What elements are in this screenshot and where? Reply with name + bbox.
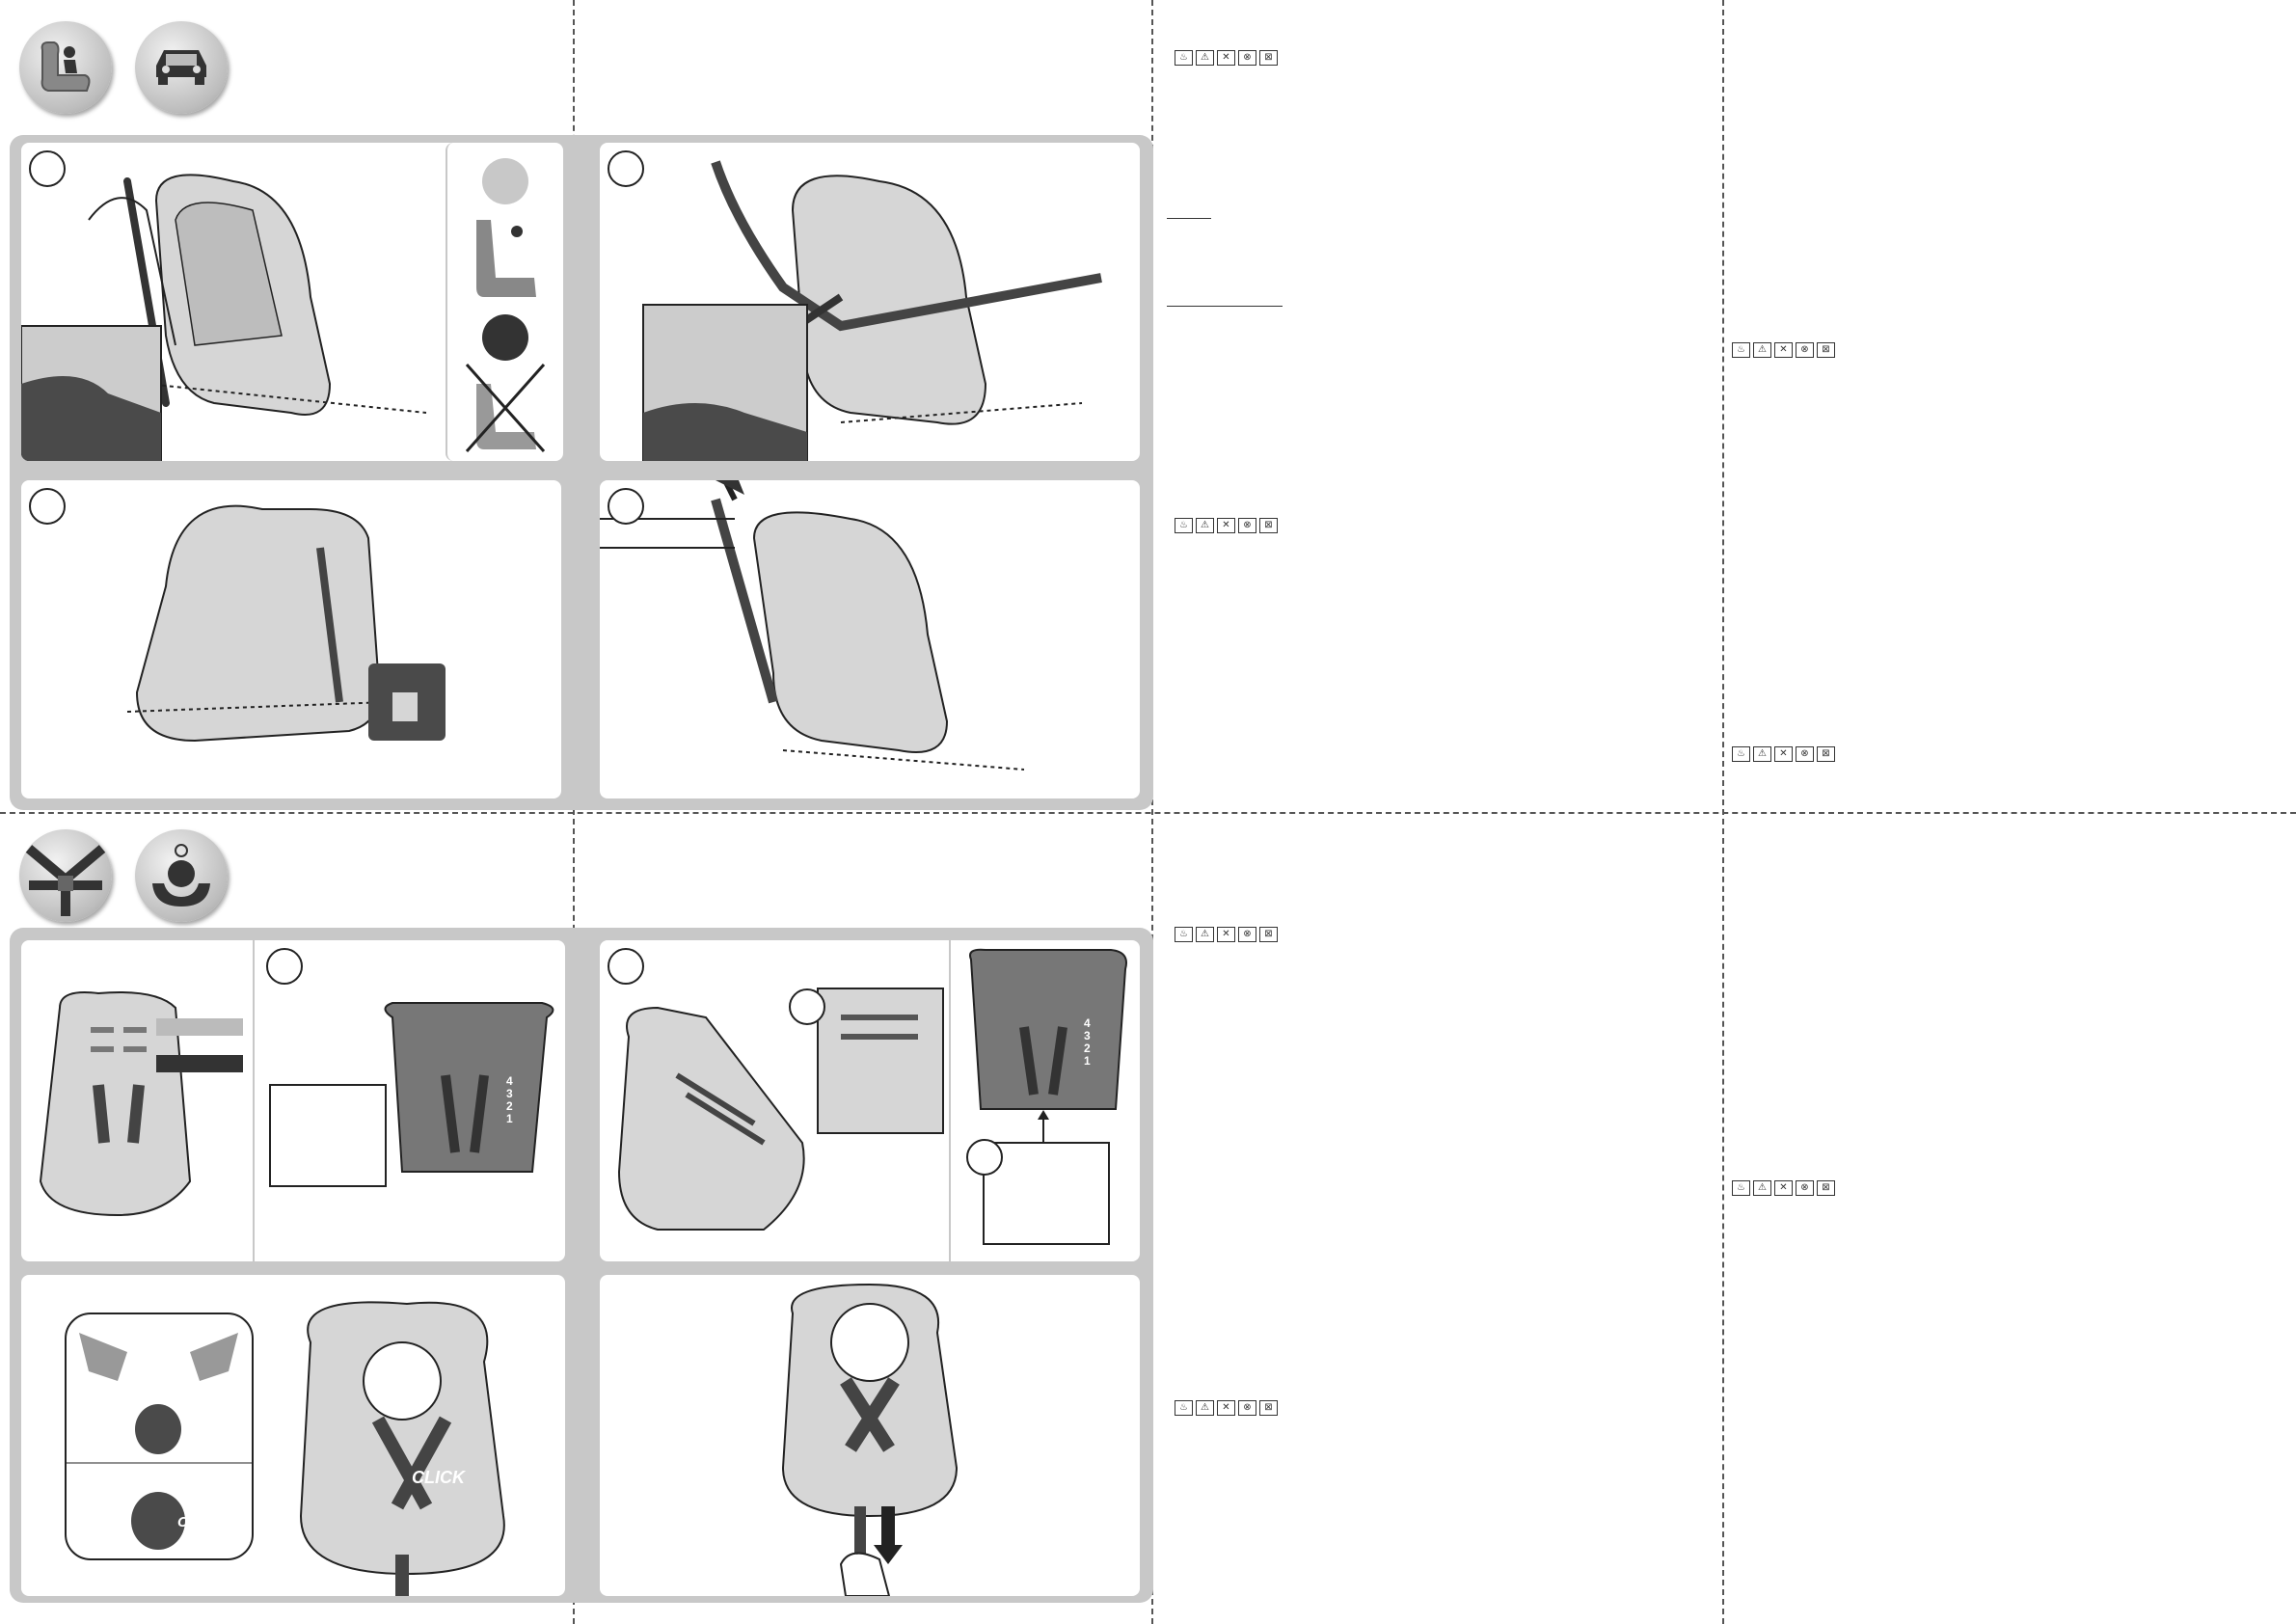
no-dryclean-icon: ⊗ xyxy=(1238,50,1256,66)
step-number-badge xyxy=(608,150,644,187)
no-bleach-icon: ⚠ xyxy=(1753,746,1771,762)
no-tumble-dry-icon: ⊠ xyxy=(1817,1180,1835,1196)
no-bleach-icon: ⚠ xyxy=(1196,518,1214,533)
care-symbols-row xyxy=(1175,1400,1278,1416)
child-seat-icon xyxy=(19,21,112,114)
no-tumble-dry-icon: ⊠ xyxy=(1259,927,1278,942)
step-3-panel xyxy=(21,480,561,798)
slot-number: 4 xyxy=(506,1074,513,1088)
no-bleach-icon: ⚠ xyxy=(1196,50,1214,66)
headrest-icon xyxy=(135,829,228,922)
no-tumble-dry-icon: ⊠ xyxy=(1817,746,1835,762)
harness-icon xyxy=(19,829,112,922)
no-dryclean-icon: ⊗ xyxy=(1238,518,1256,533)
no-iron-icon: ✕ xyxy=(1217,50,1235,66)
slot-number: 2 xyxy=(1084,1042,1091,1055)
slot-number: 4 xyxy=(1084,1016,1091,1030)
slot-number: 3 xyxy=(1084,1029,1091,1042)
step-number-badge xyxy=(29,488,66,525)
step-number-badge xyxy=(266,948,303,985)
sub-step-badge xyxy=(966,1139,1003,1176)
no-dryclean-icon: ⊗ xyxy=(1238,1400,1256,1416)
wash-icon: ♨ xyxy=(1175,50,1193,66)
step-4-panel xyxy=(600,480,1140,798)
care-symbols-row xyxy=(1175,50,1278,66)
step-2-panel xyxy=(600,143,1140,461)
no-iron-icon: ✕ xyxy=(1774,746,1793,762)
no-dryclean-icon: ⊗ xyxy=(1796,746,1814,762)
no-bleach-icon: ⚠ xyxy=(1196,1400,1214,1416)
divider xyxy=(1167,218,1211,219)
wash-icon: ♨ xyxy=(1732,1180,1750,1196)
wash-icon: ♨ xyxy=(1175,1400,1193,1416)
no-bleach-icon: ⚠ xyxy=(1753,342,1771,358)
fold-line-horizontal xyxy=(0,812,2296,814)
no-tumble-dry-icon: ⊠ xyxy=(1817,342,1835,358)
no-iron-icon: ✕ xyxy=(1774,1180,1793,1196)
no-iron-icon: ✕ xyxy=(1217,927,1235,942)
no-iron-icon: ✕ xyxy=(1217,1400,1235,1416)
sub-step-badge xyxy=(789,988,825,1025)
slot-number: 2 xyxy=(506,1099,513,1113)
wash-icon: ♨ xyxy=(1732,746,1750,762)
no-bleach-icon: ⚠ xyxy=(1196,927,1214,942)
car-icon xyxy=(135,21,228,114)
step-8-panel xyxy=(600,1275,1140,1596)
wash-icon: ♨ xyxy=(1175,518,1193,533)
no-tumble-dry-icon: ⊠ xyxy=(1259,518,1278,533)
slot-number: 1 xyxy=(506,1112,513,1125)
no-iron-icon: ✕ xyxy=(1217,518,1235,533)
step-6-panel xyxy=(600,940,1140,1261)
harness-slot-numbers xyxy=(1084,1017,1091,1068)
step-7-panel xyxy=(21,1275,565,1596)
no-dryclean-icon: ⊗ xyxy=(1796,342,1814,358)
wash-icon: ♨ xyxy=(1732,342,1750,358)
click-label: CLICK xyxy=(177,1514,222,1530)
step-5-panel xyxy=(21,940,565,1261)
divider xyxy=(1167,306,1283,307)
slot-number: 3 xyxy=(506,1087,513,1100)
no-bleach-icon: ⚠ xyxy=(1753,1180,1771,1196)
no-iron-icon: ✕ xyxy=(1774,342,1793,358)
care-symbols-row xyxy=(1175,927,1278,942)
step-number-badge xyxy=(29,150,66,187)
click-label: CLICK xyxy=(412,1468,465,1487)
no-dryclean-icon: ⊗ xyxy=(1238,927,1256,942)
no-tumble-dry-icon: ⊠ xyxy=(1259,50,1278,66)
care-symbols-row xyxy=(1732,1180,1835,1196)
no-dryclean-icon: ⊗ xyxy=(1796,1180,1814,1196)
harness-slot-numbers xyxy=(506,1075,513,1125)
care-symbols-row xyxy=(1732,746,1835,762)
step-number-badge xyxy=(608,948,644,985)
care-symbols-row xyxy=(1175,518,1278,533)
slot-number: 1 xyxy=(1084,1054,1091,1068)
step-number-badge xyxy=(608,488,644,525)
wash-icon: ♨ xyxy=(1175,927,1193,942)
step-1-usage-panel xyxy=(446,143,563,461)
no-tumble-dry-icon: ⊠ xyxy=(1259,1400,1278,1416)
care-symbols-row xyxy=(1732,342,1835,358)
